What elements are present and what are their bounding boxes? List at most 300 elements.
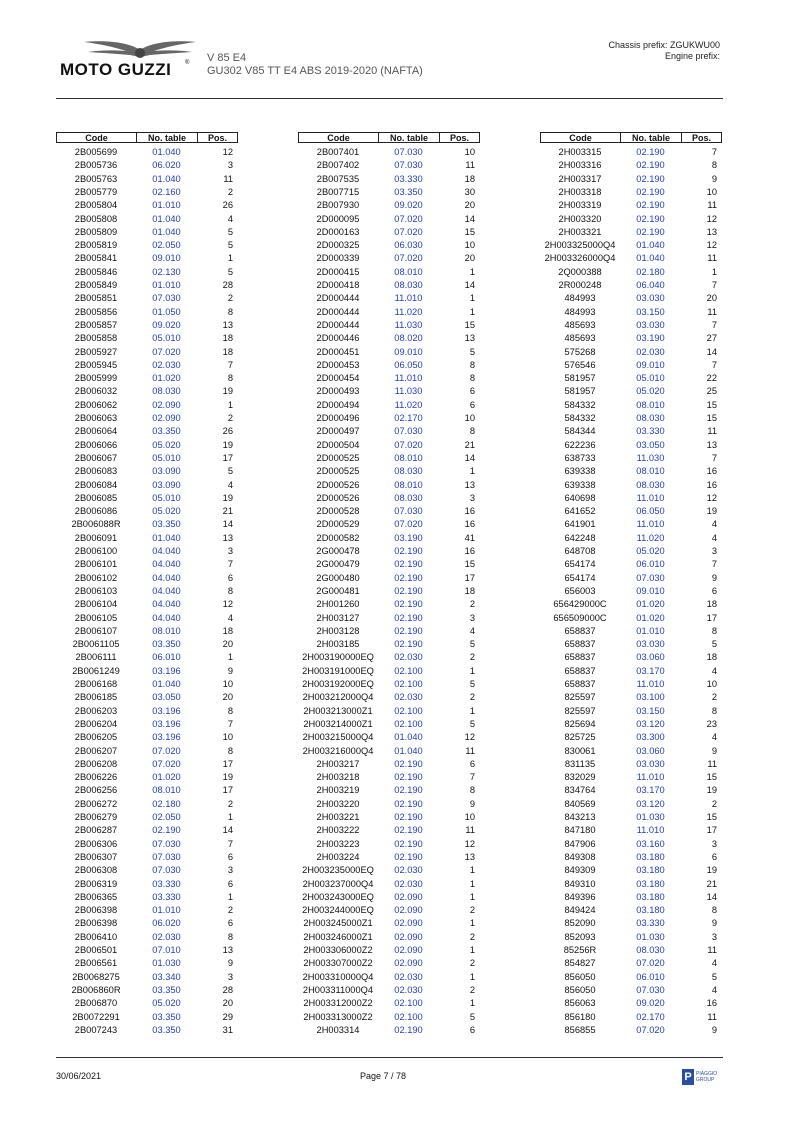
table-number[interactable]: 01.020 xyxy=(152,373,181,384)
table-number[interactable]: 03.030 xyxy=(636,319,665,330)
position: 3 xyxy=(711,546,717,556)
table-row xyxy=(540,479,722,492)
part-code: 2H003326000Q4 xyxy=(544,253,616,264)
table-number[interactable]: 03.196 xyxy=(152,665,181,676)
position: 1 xyxy=(469,293,475,304)
part-code: 2B005808 xyxy=(74,213,118,224)
table-number[interactable]: 07.030 xyxy=(152,851,181,862)
part-code: 638733 xyxy=(564,452,596,463)
table-number[interactable]: 02.090 xyxy=(394,918,423,929)
table-number[interactable]: 08.010 xyxy=(152,785,181,796)
table-number[interactable]: 11.030 xyxy=(394,319,423,330)
table-number[interactable]: 08.030 xyxy=(636,479,665,490)
table-number[interactable]: 03.180 xyxy=(636,905,665,916)
table-number[interactable]: 03.350 xyxy=(152,984,181,995)
table-number[interactable]: 02.190 xyxy=(394,838,423,849)
table-number[interactable]: 05.010 xyxy=(152,492,181,503)
table-number[interactable]: 01.040 xyxy=(394,745,423,756)
table-number[interactable]: 03.060 xyxy=(636,745,665,756)
table-number[interactable]: 01.050 xyxy=(152,306,181,317)
table-number[interactable]: 11.010 xyxy=(636,825,665,836)
table-row xyxy=(540,1024,722,1037)
table-number[interactable]: 08.010 xyxy=(394,479,423,490)
table-number[interactable]: 03.050 xyxy=(636,439,665,450)
table-number[interactable]: 04.040 xyxy=(152,572,181,583)
table-number[interactable]: 07.030 xyxy=(152,865,181,876)
table-number[interactable]: 04.040 xyxy=(152,546,181,556)
position: 9 xyxy=(711,918,717,929)
position: 2 xyxy=(469,958,475,969)
table-number[interactable]: 06.050 xyxy=(636,506,665,517)
table-number[interactable]: 06.030 xyxy=(394,240,423,251)
position: 2 xyxy=(227,798,233,809)
table-number[interactable]: 02.030 xyxy=(394,865,423,876)
table-number[interactable]: 05.020 xyxy=(152,439,181,450)
part-code: 485693 xyxy=(564,319,596,330)
position: 1 xyxy=(711,266,717,277)
table-number[interactable]: 08.020 xyxy=(394,333,423,344)
table-number[interactable]: 08.030 xyxy=(394,466,423,477)
table-number[interactable]: 08.010 xyxy=(636,399,665,410)
table-row xyxy=(56,292,238,305)
table-number[interactable]: 05.020 xyxy=(636,546,665,556)
table-number[interactable]: 01.040 xyxy=(152,532,181,543)
table-number[interactable]: 03.330 xyxy=(394,173,423,184)
part-code: 85256R xyxy=(563,945,597,955)
table-number[interactable]: 05.010 xyxy=(152,452,181,463)
table-row xyxy=(56,612,238,625)
position: 12 xyxy=(706,240,717,251)
part-code: 2H003310000Q4 xyxy=(302,971,374,982)
table-number[interactable]: 02.190 xyxy=(636,186,665,197)
part-code: 2B006032 xyxy=(74,386,118,397)
table-number[interactable]: 06.020 xyxy=(152,918,181,929)
table-number[interactable]: 07.020 xyxy=(152,758,181,769)
model-title xyxy=(207,52,423,78)
table-number[interactable]: 02.090 xyxy=(394,931,423,942)
table-number[interactable]: 08.010 xyxy=(152,625,181,636)
position: 23 xyxy=(706,718,717,729)
table-number[interactable]: 02.130 xyxy=(152,266,181,277)
table-number[interactable]: 03.090 xyxy=(152,466,181,477)
table-number[interactable]: 11.020 xyxy=(636,532,665,543)
table-number[interactable]: 02.030 xyxy=(152,931,181,942)
table-number[interactable]: 02.190 xyxy=(394,625,423,636)
part-code: 2B006107 xyxy=(74,625,118,636)
table-number[interactable]: 07.020 xyxy=(394,253,423,264)
table-number[interactable]: 07.030 xyxy=(152,293,181,304)
table-number[interactable]: 07.030 xyxy=(636,572,665,583)
part-code: 484993 xyxy=(564,293,596,304)
table-number[interactable]: 11.030 xyxy=(394,386,423,397)
table-number[interactable]: 02.030 xyxy=(394,971,423,982)
position: 1 xyxy=(469,998,475,1009)
table-number[interactable]: 02.190 xyxy=(394,612,423,623)
table-number[interactable]: 01.040 xyxy=(636,253,665,264)
position: 14 xyxy=(222,519,233,530)
table-number[interactable]: 03.090 xyxy=(152,479,181,490)
table-number[interactable]: 02.100 xyxy=(394,705,423,716)
header-pos: Pos. xyxy=(197,132,238,143)
table-number[interactable]: 01.010 xyxy=(152,280,181,290)
table-number[interactable]: 02.190 xyxy=(394,798,423,809)
table-number[interactable]: 03.030 xyxy=(636,758,665,769)
table-row xyxy=(540,705,722,718)
table-number[interactable]: 01.040 xyxy=(152,147,181,157)
table-number[interactable]: 01.020 xyxy=(636,599,665,610)
table-number[interactable]: 09.020 xyxy=(636,998,665,1009)
table-number[interactable]: 03.060 xyxy=(636,652,665,663)
table-number[interactable]: 03.100 xyxy=(636,692,665,703)
position: 18 xyxy=(464,585,475,596)
table-row xyxy=(298,292,480,305)
table-number[interactable]: 02.030 xyxy=(152,359,181,370)
table-number[interactable]: 08.030 xyxy=(394,280,423,290)
table-number[interactable]: 02.100 xyxy=(394,665,423,676)
table-row xyxy=(298,984,480,997)
table-number[interactable]: 04.040 xyxy=(152,612,181,623)
table-row xyxy=(298,452,480,465)
table-row xyxy=(56,864,238,877)
table-number[interactable]: 02.170 xyxy=(394,413,423,423)
position: 10 xyxy=(464,413,475,423)
table-row xyxy=(540,665,722,678)
table-number[interactable]: 06.020 xyxy=(152,160,181,171)
part-code: 2H003246000Z1 xyxy=(303,931,373,942)
part-code: 2D000095 xyxy=(316,213,360,224)
table-number[interactable]: 03.330 xyxy=(152,878,181,889)
table-number[interactable]: 07.030 xyxy=(394,147,423,157)
table-number[interactable]: 08.030 xyxy=(636,945,665,955)
part-code: 2B007243 xyxy=(74,1024,118,1035)
part-code: 2B006203 xyxy=(74,705,118,716)
part-code: 656429000C xyxy=(553,599,607,610)
table-number[interactable]: 03.120 xyxy=(636,718,665,729)
table-row xyxy=(298,492,480,505)
table-number[interactable]: 03.300 xyxy=(636,732,665,743)
table-number[interactable]: 06.010 xyxy=(636,971,665,982)
position: 41 xyxy=(464,532,475,543)
table-number[interactable]: 02.190 xyxy=(394,812,423,822)
table-row xyxy=(298,439,480,452)
table-row xyxy=(56,598,238,611)
header-code: Code xyxy=(298,132,379,143)
table-row xyxy=(540,691,722,704)
table-number[interactable]: 01.020 xyxy=(152,772,181,783)
table-number[interactable]: 04.040 xyxy=(152,559,181,570)
table-number[interactable]: 03.170 xyxy=(636,785,665,796)
table-number[interactable]: 02.100 xyxy=(394,998,423,1009)
table-number[interactable]: 05.010 xyxy=(636,373,665,384)
table-number[interactable]: 03.350 xyxy=(152,639,181,650)
table-number[interactable]: 03.196 xyxy=(152,732,181,743)
table-number[interactable]: 04.040 xyxy=(152,599,181,610)
table-row xyxy=(56,439,238,452)
table-number[interactable]: 11.010 xyxy=(636,772,665,783)
part-code: 2D000451 xyxy=(316,346,360,357)
table-number[interactable]: 07.020 xyxy=(636,958,665,969)
table-number[interactable]: 02.190 xyxy=(394,1024,423,1035)
table-number[interactable]: 08.030 xyxy=(636,413,665,423)
engine-prefix: Engine prefix: xyxy=(664,51,720,61)
part-code: 2D000415 xyxy=(316,266,360,277)
table-number[interactable]: 01.030 xyxy=(636,812,665,822)
table-number[interactable]: 01.030 xyxy=(152,958,181,969)
table-number[interactable]: 02.190 xyxy=(152,825,181,836)
table-row xyxy=(56,332,238,345)
part-code: 2D000582 xyxy=(316,532,360,543)
eagle-icon xyxy=(70,38,210,60)
table-number[interactable]: 01.010 xyxy=(636,625,665,636)
table-number[interactable]: 07.030 xyxy=(636,984,665,995)
table-number[interactable]: 02.090 xyxy=(394,945,423,955)
table-number[interactable]: 02.190 xyxy=(394,585,423,596)
table-number[interactable]: 02.180 xyxy=(152,798,181,809)
table-number[interactable]: 11.010 xyxy=(636,519,665,530)
table-number[interactable]: 07.030 xyxy=(394,426,423,437)
part-code: 2H003215000Q4 xyxy=(302,732,374,743)
table-number[interactable]: 08.030 xyxy=(152,386,181,397)
table-number[interactable]: 02.090 xyxy=(152,413,181,423)
position: 18 xyxy=(222,346,233,357)
part-code: 2H003218 xyxy=(316,772,360,783)
table-row xyxy=(56,505,238,518)
part-code: 2B007402 xyxy=(316,160,360,171)
table-row xyxy=(298,346,480,359)
table-number[interactable]: 02.190 xyxy=(636,200,665,211)
table-number[interactable]: 02.160 xyxy=(152,186,181,197)
table-number[interactable]: 07.020 xyxy=(636,1024,665,1035)
position: 3 xyxy=(227,546,233,556)
table-number[interactable]: 02.030 xyxy=(394,692,423,703)
table-number[interactable]: 02.190 xyxy=(394,758,423,769)
part-code: 2B005999 xyxy=(74,373,118,384)
table-row xyxy=(56,306,238,319)
table-number[interactable]: 03.120 xyxy=(636,798,665,809)
table-row xyxy=(56,558,238,571)
table-row xyxy=(298,771,480,784)
position: 7 xyxy=(711,319,717,330)
part-code: 581957 xyxy=(564,386,596,397)
table-number[interactable]: 01.020 xyxy=(636,612,665,623)
table-number[interactable]: 01.010 xyxy=(152,200,181,211)
table-number[interactable]: 03.350 xyxy=(152,426,181,437)
table-number[interactable]: 02.100 xyxy=(394,679,423,689)
table-number[interactable]: 04.040 xyxy=(152,585,181,596)
table-number[interactable]: 08.010 xyxy=(394,452,423,463)
table-number[interactable]: 09.020 xyxy=(152,319,181,330)
table-number[interactable]: 08.030 xyxy=(394,492,423,503)
table-number[interactable]: 07.020 xyxy=(152,745,181,756)
table-number[interactable]: 02.030 xyxy=(636,346,665,357)
table-number[interactable]: 09.010 xyxy=(636,585,665,596)
part-code: 2B006308 xyxy=(74,865,118,876)
table-number[interactable]: 01.040 xyxy=(152,679,181,689)
table-number[interactable]: 07.020 xyxy=(152,346,181,357)
table-number[interactable]: 02.050 xyxy=(152,240,181,251)
table-number[interactable]: 03.030 xyxy=(636,639,665,650)
table-number[interactable]: 03.170 xyxy=(636,665,665,676)
table-number[interactable]: 02.090 xyxy=(394,891,423,902)
table-number[interactable]: 05.010 xyxy=(152,333,181,344)
table-number[interactable]: 07.030 xyxy=(394,160,423,171)
table-row xyxy=(298,585,480,598)
table-row xyxy=(56,705,238,718)
model-line-2: GU302 V85 TT E4 ABS 2019-2020 (NAFTA) xyxy=(207,65,423,77)
part-code: 622236 xyxy=(564,439,596,450)
table-number[interactable]: 03.180 xyxy=(636,865,665,876)
table-number[interactable]: 03.160 xyxy=(636,838,665,849)
table-number[interactable]: 07.020 xyxy=(394,439,423,450)
table-number[interactable]: 11.020 xyxy=(394,306,423,317)
table-number[interactable]: 03.180 xyxy=(636,891,665,902)
position: 13 xyxy=(222,319,233,330)
table-number[interactable]: 11.010 xyxy=(636,492,665,503)
table-row xyxy=(540,811,722,824)
table-number[interactable]: 02.050 xyxy=(152,812,181,822)
table-number[interactable]: 07.030 xyxy=(152,838,181,849)
table-number[interactable]: 02.190 xyxy=(636,173,665,184)
table-number[interactable]: 06.040 xyxy=(636,280,665,290)
table-number[interactable]: 03.180 xyxy=(636,851,665,862)
table-row xyxy=(540,186,722,199)
table-number[interactable]: 06.010 xyxy=(152,652,181,663)
table-number[interactable]: 03.330 xyxy=(636,426,665,437)
prefix-info xyxy=(608,40,720,62)
table-number[interactable]: 02.190 xyxy=(394,546,423,556)
position: 9 xyxy=(711,173,717,184)
table-number[interactable]: 03.350 xyxy=(152,1011,181,1022)
table-number[interactable]: 07.020 xyxy=(394,519,423,530)
table-row xyxy=(540,425,722,438)
table-number[interactable]: 11.010 xyxy=(394,373,423,384)
part-code: 2B006063 xyxy=(74,413,118,423)
table-number[interactable]: 11.020 xyxy=(394,399,423,410)
table-number[interactable]: 02.180 xyxy=(636,266,665,277)
table-number[interactable]: 03.030 xyxy=(636,293,665,304)
table-row xyxy=(540,971,722,984)
table-number[interactable]: 09.010 xyxy=(394,346,423,357)
table-number[interactable]: 09.010 xyxy=(636,359,665,370)
table-number[interactable]: 01.040 xyxy=(394,732,423,743)
position: 10 xyxy=(706,679,717,689)
table-number[interactable]: 02.190 xyxy=(394,559,423,570)
position: 7 xyxy=(227,718,233,729)
table-number[interactable]: 03.050 xyxy=(152,692,181,703)
table-number[interactable]: 01.040 xyxy=(152,226,181,237)
table-number[interactable]: 06.050 xyxy=(394,359,423,370)
position: 15 xyxy=(706,399,717,410)
table-number[interactable]: 08.010 xyxy=(636,466,665,477)
position: 6 xyxy=(227,918,233,929)
table-number[interactable]: 03.330 xyxy=(152,891,181,902)
position: 1 xyxy=(227,891,233,902)
table-number[interactable]: 03.150 xyxy=(636,705,665,716)
table-number[interactable]: 02.100 xyxy=(394,718,423,729)
table-number[interactable]: 02.190 xyxy=(394,825,423,836)
table-number[interactable]: 02.090 xyxy=(394,958,423,969)
table-number[interactable]: 02.090 xyxy=(394,905,423,916)
table-number[interactable]: 02.190 xyxy=(394,851,423,862)
table-row xyxy=(56,678,238,691)
position: 6 xyxy=(227,878,233,889)
table-number[interactable]: 02.030 xyxy=(394,984,423,995)
table-number[interactable]: 01.040 xyxy=(636,240,665,251)
table-number[interactable]: 03.196 xyxy=(152,705,181,716)
table-number[interactable]: 07.010 xyxy=(152,945,181,955)
table-number[interactable]: 02.090 xyxy=(152,399,181,410)
table-number[interactable]: 07.020 xyxy=(394,226,423,237)
table-number[interactable]: 01.040 xyxy=(152,213,181,224)
table-row xyxy=(298,279,480,292)
position: 14 xyxy=(464,213,475,224)
position: 9 xyxy=(227,958,233,969)
table-number[interactable]: 11.010 xyxy=(636,679,665,689)
table-row xyxy=(298,213,480,226)
table-number[interactable]: 02.190 xyxy=(394,639,423,650)
table-row xyxy=(56,146,238,159)
part-code: 2B0072291 xyxy=(72,1011,120,1022)
table-number[interactable]: 03.340 xyxy=(152,971,181,982)
table-number[interactable]: 01.030 xyxy=(636,931,665,942)
table-number[interactable]: 02.100 xyxy=(394,1011,423,1022)
table-number[interactable]: 05.020 xyxy=(152,998,181,1009)
table-number[interactable]: 02.190 xyxy=(394,572,423,583)
table-number[interactable]: 03.350 xyxy=(394,186,423,197)
part-code: 849424 xyxy=(564,905,596,916)
table-number[interactable]: 09.010 xyxy=(152,253,181,264)
table-number[interactable]: 02.190 xyxy=(394,785,423,796)
table-number[interactable]: 09.020 xyxy=(394,200,423,211)
table-number[interactable]: 02.190 xyxy=(636,147,665,157)
part-code: 2D000526 xyxy=(316,479,360,490)
table-row xyxy=(56,359,238,372)
part-code: 2H003221 xyxy=(316,812,360,822)
table-number[interactable]: 02.190 xyxy=(394,599,423,610)
table-number[interactable]: 03.350 xyxy=(152,1024,181,1035)
table-number[interactable]: 02.190 xyxy=(636,213,665,224)
table-number[interactable]: 07.020 xyxy=(394,213,423,224)
part-code: 2D000163 xyxy=(316,226,360,237)
table-number[interactable]: 03.190 xyxy=(394,532,423,543)
table-number[interactable]: 02.190 xyxy=(636,160,665,171)
table-number[interactable]: 11.030 xyxy=(636,452,665,463)
table-number[interactable]: 05.020 xyxy=(152,506,181,517)
table-number[interactable]: 03.330 xyxy=(636,918,665,929)
table-number[interactable]: 03.196 xyxy=(152,718,181,729)
table-number[interactable]: 02.030 xyxy=(394,652,423,663)
table-number[interactable]: 03.150 xyxy=(636,306,665,317)
table-number[interactable]: 02.190 xyxy=(394,772,423,783)
table-number[interactable]: 03.350 xyxy=(152,519,181,530)
table-row xyxy=(298,851,480,864)
table-number[interactable]: 02.190 xyxy=(636,226,665,237)
part-code: 2H003185 xyxy=(316,639,360,650)
table-number[interactable]: 02.030 xyxy=(394,878,423,889)
table-number[interactable]: 01.010 xyxy=(152,905,181,916)
table-number[interactable]: 03.190 xyxy=(636,333,665,344)
table-number[interactable]: 03.180 xyxy=(636,878,665,889)
position: 12 xyxy=(706,492,717,503)
table-number[interactable]: 06.010 xyxy=(636,559,665,570)
table-number[interactable]: 11.010 xyxy=(394,293,423,304)
table-number[interactable]: 01.040 xyxy=(152,173,181,184)
part-code: 2G000480 xyxy=(316,572,360,583)
table-number[interactable]: 02.170 xyxy=(636,1011,665,1022)
table-number[interactable]: 07.030 xyxy=(394,506,423,517)
table-number[interactable]: 08.010 xyxy=(394,266,423,277)
table-number[interactable]: 05.020 xyxy=(636,386,665,397)
